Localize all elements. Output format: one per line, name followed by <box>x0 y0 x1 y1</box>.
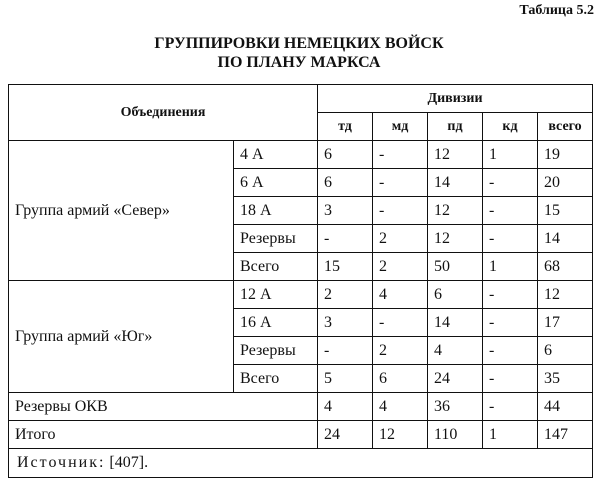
unit-cell: 16 А <box>234 309 318 337</box>
total-label: Итого <box>9 421 318 449</box>
value-cell: 17 <box>538 309 593 337</box>
value-cell: - <box>318 225 373 253</box>
group-name-north: Группа армий «Север» <box>9 141 234 281</box>
value-cell: 2 <box>318 281 373 309</box>
value-cell: 3 <box>318 197 373 225</box>
table-row <box>9 141 593 169</box>
unit-cell: Всего <box>234 253 318 281</box>
value-cell: 147 <box>538 421 593 449</box>
unit-cell: 6 А <box>234 169 318 197</box>
value-cell: - <box>483 169 538 197</box>
source-row <box>9 449 593 478</box>
header-col-total: всего <box>538 113 593 141</box>
header-row-1 <box>9 85 593 113</box>
unit-cell: Резервы <box>234 225 318 253</box>
value-cell: 15 <box>318 253 373 281</box>
value-cell: 4 <box>318 393 373 421</box>
value-cell: 2 <box>373 225 428 253</box>
okv-reserve-label: Резервы ОКВ <box>9 393 318 421</box>
value-cell: - <box>373 141 428 169</box>
table-row <box>9 281 593 309</box>
value-cell: - <box>483 337 538 365</box>
source-note <box>9 449 593 478</box>
value-cell: 19 <box>538 141 593 169</box>
unit-cell: Всего <box>234 365 318 393</box>
value-cell: 44 <box>538 393 593 421</box>
source-label: Источник: <box>17 454 106 471</box>
value-cell: 12 <box>373 421 428 449</box>
value-cell: 12 <box>538 281 593 309</box>
value-cell: 3 <box>318 309 373 337</box>
value-cell: - <box>483 393 538 421</box>
value-cell: 2 <box>373 337 428 365</box>
value-cell: 14 <box>538 225 593 253</box>
value-cell: 6 <box>428 281 483 309</box>
value-cell: 1 <box>483 253 538 281</box>
header-divisions: Дивизии <box>318 85 593 113</box>
value-cell: - <box>483 365 538 393</box>
value-cell: 24 <box>318 421 373 449</box>
header-col-kd: кд <box>483 113 538 141</box>
value-cell: - <box>373 309 428 337</box>
value-cell: 1 <box>483 421 538 449</box>
value-cell: 35 <box>538 365 593 393</box>
title-line-1: ГРУППИРОВКИ НЕМЕЦКИХ ВОЙСК <box>154 35 444 52</box>
value-cell: 4 <box>373 393 428 421</box>
value-cell: 20 <box>538 169 593 197</box>
unit-cell: 18 А <box>234 197 318 225</box>
value-cell: 14 <box>428 309 483 337</box>
value-cell: - <box>483 225 538 253</box>
value-cell: 4 <box>428 337 483 365</box>
table-row-okv-reserve <box>9 393 593 421</box>
value-cell: 2 <box>373 253 428 281</box>
value-cell: 6 <box>373 365 428 393</box>
value-cell: - <box>318 337 373 365</box>
divisions-table <box>8 84 593 478</box>
value-cell: 68 <box>538 253 593 281</box>
value-cell: - <box>483 197 538 225</box>
value-cell: 24 <box>428 365 483 393</box>
value-cell: 36 <box>428 393 483 421</box>
table-number: Таблица 5.2 <box>519 3 594 18</box>
value-cell: 12 <box>428 197 483 225</box>
value-cell: 110 <box>428 421 483 449</box>
unit-cell: Резервы <box>234 337 318 365</box>
header-col-pd: пд <box>428 113 483 141</box>
header-col-td: тд <box>318 113 373 141</box>
header-formations: Объединения <box>9 85 318 141</box>
source-ref: [407]. <box>109 454 149 471</box>
value-cell: 12 <box>428 141 483 169</box>
unit-cell: 12 А <box>234 281 318 309</box>
value-cell: 14 <box>428 169 483 197</box>
value-cell: - <box>373 197 428 225</box>
value-cell: 50 <box>428 253 483 281</box>
value-cell: 1 <box>483 141 538 169</box>
value-cell: 6 <box>538 337 593 365</box>
value-cell: 12 <box>428 225 483 253</box>
value-cell: 5 <box>318 365 373 393</box>
header-col-md: мд <box>373 113 428 141</box>
table-title <box>0 34 598 72</box>
table-row-total <box>9 421 593 449</box>
title-line-2: ПО ПЛАНУ МАРКСА <box>217 54 381 71</box>
value-cell: 15 <box>538 197 593 225</box>
value-cell: - <box>373 169 428 197</box>
value-cell: - <box>483 309 538 337</box>
value-cell: 6 <box>318 169 373 197</box>
value-cell: - <box>483 281 538 309</box>
group-name-south: Группа армий «Юг» <box>9 281 234 393</box>
value-cell: 4 <box>373 281 428 309</box>
value-cell: 6 <box>318 141 373 169</box>
unit-cell: 4 А <box>234 141 318 169</box>
